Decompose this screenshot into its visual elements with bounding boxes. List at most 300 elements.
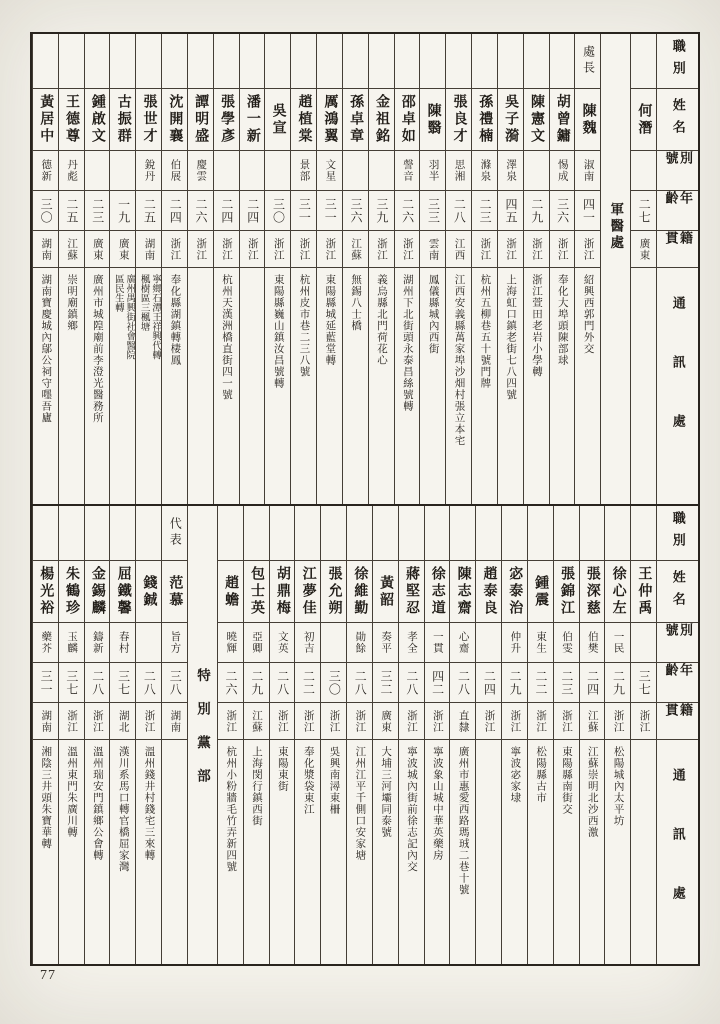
alias-cell xyxy=(85,151,110,191)
header-alias-cell xyxy=(657,151,698,191)
origin-cell xyxy=(395,231,420,268)
position-cell xyxy=(136,506,161,561)
roster-column xyxy=(342,34,368,504)
alias-cell xyxy=(85,623,110,663)
name-cell xyxy=(369,89,394,151)
name-cell xyxy=(472,89,497,151)
contact-line: 楓樹區三楓塘 xyxy=(138,274,149,331)
contact-text: 溫州錢井村錢宅三來轉 xyxy=(143,746,155,861)
position-cell xyxy=(162,34,187,89)
position-cell xyxy=(580,506,605,561)
alias-cell xyxy=(265,151,290,191)
alias-cell xyxy=(59,151,84,191)
position-cell xyxy=(420,34,445,89)
age-text: 二九 xyxy=(611,669,626,696)
header-position-cell xyxy=(657,34,698,89)
origin-text: 雲南 xyxy=(427,237,439,261)
name-text: 張錦江 xyxy=(558,566,574,617)
age-cell xyxy=(502,663,527,703)
origin-text: 浙江 xyxy=(143,709,155,733)
origin-text: 浙江 xyxy=(298,237,310,261)
age-cell xyxy=(450,663,475,703)
name-cell xyxy=(631,561,656,623)
section-column xyxy=(600,34,630,504)
position-cell xyxy=(291,34,316,89)
origin-text: 廣東 xyxy=(380,709,392,733)
contact-cell xyxy=(110,740,135,964)
alias-text: 謦音 xyxy=(401,159,413,182)
alias-text: 澤泉 xyxy=(505,159,517,182)
contact-cell xyxy=(162,740,187,964)
position-cell xyxy=(110,34,135,89)
position-cell xyxy=(240,34,265,89)
alias-cell xyxy=(136,151,161,191)
name-cell xyxy=(295,561,320,623)
contact-text: 寧波宓家埭 xyxy=(509,746,521,804)
position-cell xyxy=(395,34,420,89)
age-text: 二九 xyxy=(529,197,544,224)
origin-text: 浙江 xyxy=(169,237,181,261)
contact-text: 東陽東街 xyxy=(276,746,288,792)
contact-cell xyxy=(524,268,549,504)
position-cell xyxy=(347,506,372,561)
position-text: 處長 xyxy=(581,45,596,77)
age-text: 二四 xyxy=(482,669,497,696)
origin-cell xyxy=(631,703,656,740)
position-cell xyxy=(399,506,424,561)
origin-cell xyxy=(270,703,295,740)
contact-cell xyxy=(291,268,316,504)
roster-column xyxy=(549,34,575,504)
contact-text: 松陽縣古市 xyxy=(535,746,547,804)
age-text: 二四 xyxy=(245,197,260,224)
name-cell xyxy=(218,561,243,623)
header-origin-label: 籍貫 xyxy=(663,231,694,253)
contact-text: 溫州瑞安門鎮鄉公會轉 xyxy=(91,746,103,861)
alias-cell xyxy=(605,623,630,663)
age-cell xyxy=(188,191,213,231)
age-text: 二六 xyxy=(400,197,415,224)
age-text: 二八 xyxy=(142,669,157,696)
alias-text: 景部 xyxy=(298,159,310,182)
name-cell xyxy=(110,89,135,151)
name-text: 吳宣 xyxy=(270,102,286,137)
header-column xyxy=(656,506,698,964)
name-cell xyxy=(162,561,187,623)
alias-cell xyxy=(446,151,471,191)
origin-cell xyxy=(110,703,135,740)
alias-cell xyxy=(476,623,501,663)
origin-text: 浙江 xyxy=(276,709,288,733)
name-cell xyxy=(524,89,549,151)
origin-cell xyxy=(550,231,575,268)
contact-cell xyxy=(420,268,445,504)
roster-column xyxy=(523,34,549,504)
origin-cell xyxy=(524,231,549,268)
position-cell xyxy=(472,34,497,89)
alias-text: 慶雲 xyxy=(195,159,207,182)
name-text: 潘一新 xyxy=(244,94,260,145)
roster-column xyxy=(269,506,295,964)
age-text: 四一 xyxy=(581,197,596,224)
contact-text: 江州江平千側口安家塘 xyxy=(354,746,366,861)
age-text: 三〇 xyxy=(271,197,286,224)
section-title: 特別黨部 xyxy=(194,668,210,802)
page-number: 77 xyxy=(40,968,56,983)
name-text: 范慕 xyxy=(167,574,183,609)
origin-cell xyxy=(425,703,450,740)
origin-cell xyxy=(631,231,656,268)
name-cell xyxy=(347,561,372,623)
alias-text: 德新 xyxy=(40,159,52,182)
position-text: 代表 xyxy=(168,517,183,549)
name-cell xyxy=(33,89,58,151)
position-cell xyxy=(59,506,84,561)
name-text: 趙泰良 xyxy=(481,566,497,617)
age-text: 三〇 xyxy=(327,669,342,696)
header-name-label: 姓名 xyxy=(670,97,686,142)
position-cell xyxy=(188,34,213,89)
origin-cell xyxy=(244,703,269,740)
header-name-cell xyxy=(657,89,698,151)
roster-column xyxy=(32,506,58,964)
alias-cell xyxy=(295,623,320,663)
alias-text: 奏平 xyxy=(380,631,392,654)
contact-cell xyxy=(317,268,342,504)
age-text: 二六 xyxy=(194,197,209,224)
roster-column xyxy=(630,506,656,964)
name-text: 徐維勤 xyxy=(352,566,368,617)
contact-cell xyxy=(575,268,600,504)
name-cell xyxy=(317,89,342,151)
contact-text: 義烏縣北門荷花心 xyxy=(376,274,387,366)
contact-cell xyxy=(554,740,579,964)
age-text: 四二 xyxy=(430,669,445,696)
roster-column xyxy=(579,506,605,964)
age-cell xyxy=(420,191,445,231)
name-cell xyxy=(33,561,58,623)
origin-text: 浙江 xyxy=(505,237,517,261)
alias-cell xyxy=(369,151,394,191)
contact-cell xyxy=(218,740,243,964)
position-cell xyxy=(162,506,187,561)
age-text: 二八 xyxy=(353,669,368,696)
age-text: 四五 xyxy=(503,197,518,224)
contact-cell xyxy=(528,740,553,964)
contact-cell xyxy=(373,740,398,964)
alias-text: 一貫 xyxy=(431,631,443,654)
contact-text: 崇明廟鎮鄉 xyxy=(66,274,78,332)
name-cell xyxy=(136,89,161,151)
name-cell xyxy=(502,561,527,623)
contact-text: 上海閔行鎮西街 xyxy=(251,746,263,827)
contact-text: 奉化漿袋東江 xyxy=(302,746,314,815)
roster-column xyxy=(372,506,398,964)
roster-column xyxy=(320,506,346,964)
contact-cell xyxy=(472,268,497,504)
age-text: 三二 xyxy=(379,669,394,696)
name-cell xyxy=(373,561,398,623)
alias-cell xyxy=(214,151,239,191)
age-text: 二八 xyxy=(90,669,105,696)
age-text: 二八 xyxy=(452,197,467,224)
alias-cell xyxy=(136,623,161,663)
alias-text: 仲升 xyxy=(509,631,521,654)
contact-cell xyxy=(33,268,58,504)
contact-text: 無錫八士橋 xyxy=(350,274,362,332)
name-cell xyxy=(188,89,213,151)
age-text: 三七 xyxy=(64,669,79,696)
age-text: 三六 xyxy=(555,197,570,224)
origin-cell xyxy=(59,231,84,268)
age-text: 二八 xyxy=(275,669,290,696)
age-cell xyxy=(347,663,372,703)
origin-text: 浙江 xyxy=(302,709,314,733)
origin-text: 浙江 xyxy=(328,709,340,733)
origin-text: 浙江 xyxy=(638,709,650,733)
origin-text: 浙江 xyxy=(556,237,568,261)
roster-column xyxy=(419,34,445,504)
roster-column xyxy=(449,506,475,964)
contact-cell xyxy=(399,740,424,964)
contact-cell xyxy=(110,268,135,504)
alias-cell xyxy=(110,623,135,663)
contact-text: 寧波城內街前徐志記內交 xyxy=(406,746,417,873)
name-cell xyxy=(631,89,656,151)
alias-cell xyxy=(218,623,243,663)
roster-column xyxy=(368,34,394,504)
origin-cell xyxy=(502,703,527,740)
position-cell xyxy=(265,34,290,89)
name-cell xyxy=(550,89,575,151)
header-contact-label: 通訊處 xyxy=(670,768,686,945)
alias-cell xyxy=(347,623,372,663)
age-text: 二九 xyxy=(508,669,523,696)
origin-text: 廣東 xyxy=(91,237,103,261)
origin-cell xyxy=(528,703,553,740)
alias-cell xyxy=(502,623,527,663)
contact-text: 湖州下北街頭永泰昌絲號轉 xyxy=(401,274,413,412)
name-cell xyxy=(476,561,501,623)
origin-text: 湖南 xyxy=(143,237,155,261)
age-cell xyxy=(498,191,523,231)
name-cell xyxy=(110,561,135,623)
name-text: 厲鴻翼 xyxy=(322,94,338,145)
origin-text: 廣東 xyxy=(117,237,129,261)
contact-text: 湘陰三井頭朱寶華轉 xyxy=(40,746,52,850)
origin-text: 浙江 xyxy=(354,709,366,733)
roster-column xyxy=(394,34,420,504)
origin-text: 浙江 xyxy=(530,237,542,261)
name-text: 朱鶴珍 xyxy=(64,566,80,617)
age-text: 二三 xyxy=(478,197,493,224)
alias-cell xyxy=(59,623,84,663)
name-text: 張學彥 xyxy=(219,94,234,145)
name-text: 陳憲文 xyxy=(528,94,544,145)
name-text: 吳子漪 xyxy=(503,94,519,145)
contact-text: 大埔三河壩同泰號 xyxy=(380,746,392,838)
name-cell xyxy=(240,89,265,151)
table-band-top xyxy=(32,34,698,506)
roster-column xyxy=(58,506,84,964)
position-cell xyxy=(33,34,58,89)
alias-text: 東生 xyxy=(535,631,547,654)
name-text: 王德尊 xyxy=(64,94,80,145)
roster-column xyxy=(161,34,187,504)
header-name-label: 姓名 xyxy=(670,569,686,614)
roster-column xyxy=(501,506,527,964)
contact-line: 廣州禺興街社會醫院 xyxy=(124,274,135,360)
name-cell xyxy=(162,89,187,151)
alias-cell xyxy=(472,151,497,191)
name-text: 王仲禹 xyxy=(636,566,652,617)
origin-text: 江蘇 xyxy=(586,709,598,733)
name-cell xyxy=(59,561,84,623)
alias-cell xyxy=(399,623,424,663)
alias-cell xyxy=(575,151,600,191)
age-cell xyxy=(162,191,187,231)
alias-text: 鑄新 xyxy=(91,631,103,654)
position-cell xyxy=(343,34,368,89)
contact-text: 寧波象山城中華英藥房 xyxy=(431,746,443,861)
name-cell xyxy=(343,89,368,151)
position-cell xyxy=(524,34,549,89)
age-text: 二八 xyxy=(456,669,471,696)
name-text: 沈開襄 xyxy=(167,94,183,145)
origin-cell xyxy=(295,703,320,740)
name-cell xyxy=(425,561,450,623)
name-text: 徐志道 xyxy=(429,566,445,617)
position-cell xyxy=(498,34,523,89)
age-text: 三六 xyxy=(349,197,364,224)
roster-column xyxy=(84,506,110,964)
name-text: 黃韶 xyxy=(378,574,394,609)
header-contact-label: 通訊處 xyxy=(670,296,686,473)
roster-column xyxy=(294,506,320,964)
age-cell xyxy=(446,191,471,231)
age-text: 二二 xyxy=(301,669,316,696)
name-text: 徐心左 xyxy=(610,566,626,617)
contact-cell xyxy=(270,740,295,964)
origin-text: 浙江 xyxy=(582,237,594,261)
name-cell xyxy=(605,561,630,623)
origin-cell xyxy=(446,231,471,268)
header-contact-cell xyxy=(657,740,698,964)
contact-text: 浙江萱田老岩小學轉 xyxy=(530,274,542,378)
name-text: 何潛 xyxy=(636,102,652,137)
origin-cell xyxy=(321,703,346,740)
age-cell xyxy=(265,191,290,231)
header-age-label: 年齡 xyxy=(663,191,694,213)
name-cell xyxy=(399,561,424,623)
alias-cell xyxy=(162,623,187,663)
origin-text: 浙江 xyxy=(431,709,443,733)
age-cell xyxy=(214,191,239,231)
roster-column xyxy=(161,506,187,964)
age-cell xyxy=(550,191,575,231)
position-cell xyxy=(295,506,320,561)
age-cell xyxy=(244,663,269,703)
name-text: 楊光裕 xyxy=(38,566,54,617)
name-text: 譚明盛 xyxy=(193,94,209,145)
name-cell xyxy=(446,89,471,151)
contact-text: 奉化縣湖鎮轉棲鳳 xyxy=(169,274,181,366)
origin-text: 浙江 xyxy=(535,709,547,733)
alias-text: 一民 xyxy=(612,631,624,654)
contact-cell xyxy=(446,268,471,504)
name-text: 胡曾鏞 xyxy=(554,94,570,145)
age-cell xyxy=(136,663,161,703)
name-text: 孫禮楠 xyxy=(477,94,493,145)
roster-column xyxy=(630,34,656,504)
origin-cell xyxy=(136,231,161,268)
name-cell xyxy=(244,561,269,623)
alias-text: 亞卿 xyxy=(251,631,263,654)
contact-cell xyxy=(295,740,320,964)
age-cell xyxy=(580,663,605,703)
origin-text: 江蘇 xyxy=(251,709,263,733)
origin-text: 湖南 xyxy=(169,709,181,733)
section-title: 軍醫處 xyxy=(608,202,624,252)
contact-text: 吳興南潯東柵 xyxy=(328,746,340,815)
name-text: 邵卓如 xyxy=(399,94,415,145)
age-text: 三八 xyxy=(168,669,183,696)
age-cell xyxy=(85,191,110,231)
age-cell xyxy=(33,663,58,703)
name-text: 張世才 xyxy=(141,94,157,145)
origin-cell xyxy=(218,703,243,740)
contact-cell xyxy=(85,268,110,504)
name-text: 黃居中 xyxy=(38,94,54,145)
age-text: 二五 xyxy=(64,197,79,224)
alias-text: 心齋 xyxy=(457,631,469,654)
alias-cell xyxy=(524,151,549,191)
header-origin-cell xyxy=(657,703,698,740)
origin-text: 浙江 xyxy=(225,709,237,733)
origin-cell xyxy=(605,703,630,740)
alias-cell xyxy=(240,151,265,191)
contact-cell xyxy=(395,268,420,504)
contact-text: 上海虹口鎮老街七八四號 xyxy=(505,274,517,401)
header-position-label: 職別 xyxy=(670,511,686,555)
age-cell xyxy=(270,663,295,703)
origin-text: 浙江 xyxy=(195,237,207,261)
origin-cell xyxy=(420,231,445,268)
origin-cell xyxy=(373,703,398,740)
origin-cell xyxy=(554,703,579,740)
position-cell xyxy=(575,34,600,89)
contact-text: 東陽縣城延藍堂轉 xyxy=(324,274,336,366)
age-cell xyxy=(524,191,549,231)
age-cell xyxy=(425,663,450,703)
origin-text: 浙江 xyxy=(509,709,521,733)
origin-text: 浙江 xyxy=(560,709,572,733)
contact-text: 江西安義縣萬家埠沙畑村張立本宅 xyxy=(453,274,465,447)
origin-text: 浙江 xyxy=(376,237,387,261)
position-cell xyxy=(59,34,84,89)
roster-column xyxy=(424,506,450,964)
alias-cell xyxy=(343,151,368,191)
roster-column xyxy=(346,506,372,964)
contact-cell xyxy=(265,268,290,504)
alias-text: 文英 xyxy=(276,631,288,654)
alias-cell xyxy=(270,623,295,663)
name-cell xyxy=(395,89,420,151)
age-text: 三九 xyxy=(374,197,389,224)
contact-cell xyxy=(502,740,527,964)
origin-cell xyxy=(317,231,342,268)
position-cell xyxy=(33,506,58,561)
